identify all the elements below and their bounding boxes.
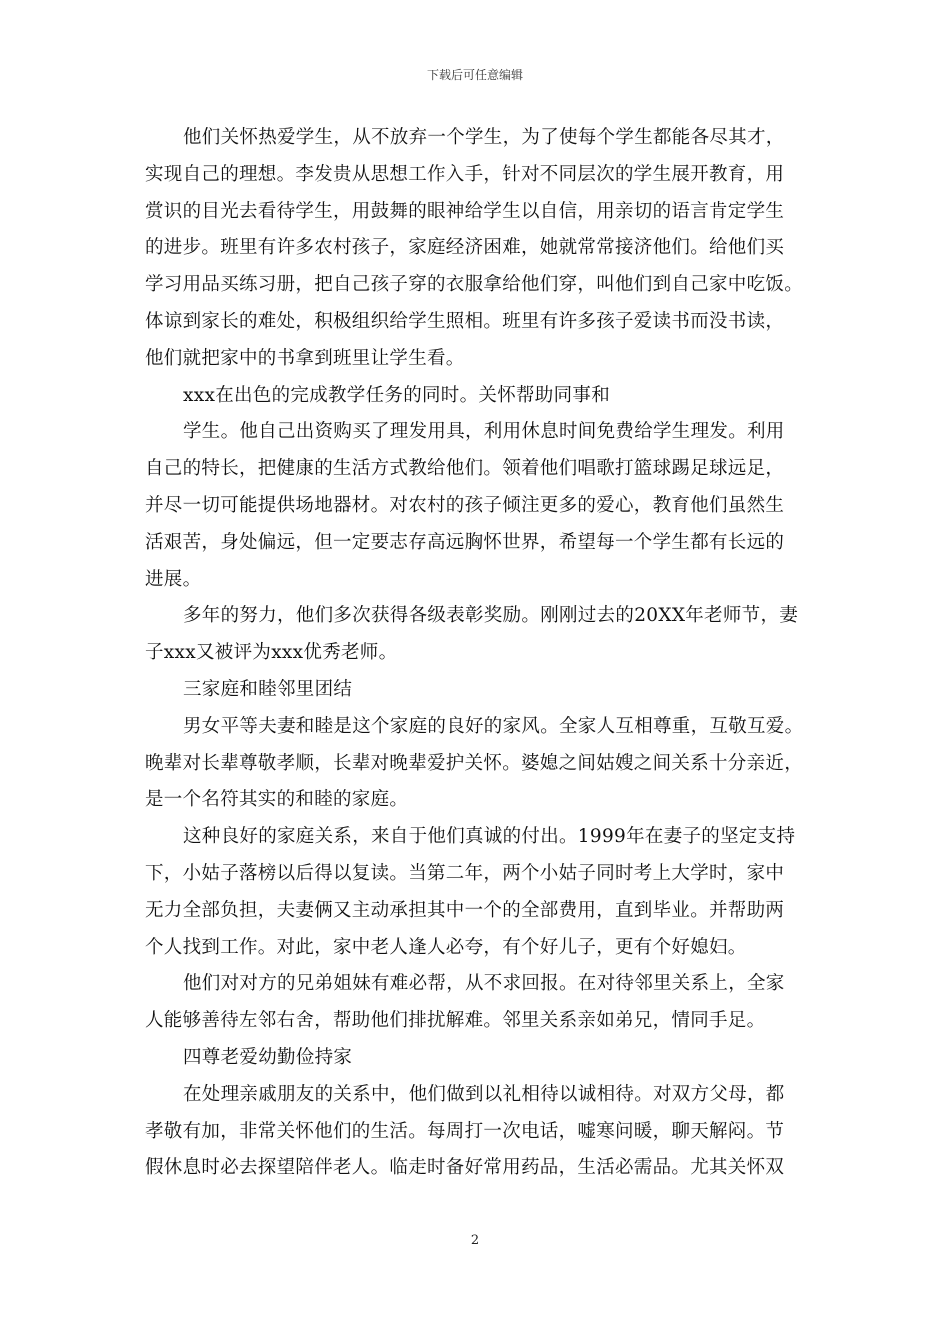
text-line: 进展。 <box>145 568 202 590</box>
text-line: 假休息时必去探望陪伴老人。临走时备好常用药品，生活必需品。尤其关怀双 <box>145 1157 785 1179</box>
text-line: 三家庭和睦邻里团结 <box>183 678 353 700</box>
text-line: 他们就把家中的书拿到班里让学生看。 <box>145 347 465 369</box>
text-line: 是一个名符其实的和睦的家庭。 <box>145 789 409 811</box>
text-line: 实现自己的理想。李发贵从思想工作入手，针对不同层次的学生展开教育，用 <box>145 163 785 185</box>
text-line: 他们关怀热爱学生，从不放弃一个学生，为了使每个学生都能各尽其才， <box>183 127 785 148</box>
text-line: 活艰苦，身处偏远，但一定要志存高远胸怀世界，希望每一个学生都有长远的 <box>145 531 785 553</box>
page-header: 下载后可任意编辑 <box>426 68 523 82</box>
text-line: 子xxx又被评为xxx优秀老师。 <box>145 642 398 664</box>
text-line: 学生。他自己出资购买了理发用具，利用休息时间免费给学生理发。利用 <box>183 421 785 443</box>
text-line: xxx在出色的完成教学任务的同时。关怀帮助同事和 <box>183 384 611 406</box>
text-line: 赏识的目光去看待学生，用鼓舞的眼神给学生以自信，用亲切的语言肯定学生 <box>145 200 785 222</box>
text-line: 晚辈对长辈尊敬孝顺，长辈对晚辈爱护关怀。婆媳之间姑嫂之间关系十分亲近， <box>145 752 804 774</box>
text-line: 体谅到家长的难处，积极组织给学生照相。班里有许多孩子爱读书而没书读， <box>145 310 785 332</box>
text-line: 自己的特长，把健康的生活方式教给他们。领着他们唱歌打篮球踢足球远足， <box>145 458 785 480</box>
text-line: 并尽一切可能提供场地器材。对农村的孩子倾注更多的爱心，教育他们虽然生 <box>145 494 785 516</box>
text-line: 四尊老爱幼勤俭持家 <box>183 1046 353 1068</box>
text-line: 无力全部负担，夫妻俩又主动承担其中一个的全部费用，直到毕业。并帮助两 <box>145 899 785 921</box>
text-line: 的进步。班里有许多农村孩子，家庭经济困难，她就常常接济他们。给他们买 <box>145 237 785 259</box>
text-line: 学习用品买练习册，把自己孩子穿的衣服拿给他们穿，叫他们到自己家中吃饭。 <box>145 274 804 296</box>
text-line: 人能够善待左邻右舍，帮助他们排扰解难。邻里关系亲如弟兄，情同手足。 <box>145 1010 766 1032</box>
text-line: 孝敬有加，非常关怀他们的生活。每周打一次电话，嘘寒问暖，聊天解闷。节 <box>145 1120 785 1142</box>
text-line: 个人找到工作。对此，家中老人逢人必夸，有个好儿子，更有个好媳妇。 <box>145 936 747 958</box>
document-body <box>145 120 810 1187</box>
page-number: 2 <box>470 1233 480 1248</box>
text-line: 他们对对方的兄弟姐妹有难必帮，从不求回报。在对待邻里关系上，全家 <box>183 973 785 995</box>
text-line: 这种良好的家庭关系，来自于他们真诚的付出。1999年在妻子的坚定支持 <box>183 826 796 848</box>
text-line: 下，小姑子落榜以后得以复读。当第二年，两个小姑子同时考上大学时，家中 <box>145 862 785 884</box>
text-line: 多年的努力，他们多次获得各级表彰奖励。刚刚过去的20XX年老师节，妻 <box>183 605 799 627</box>
text-line: 男女平等夫妻和睦是这个家庭的良好的家风。全家人互相尊重，互敬互爱。 <box>183 715 804 737</box>
text-line: 在处理亲戚朋友的关系中，他们做到以礼相待以诚相待。对双方父母，都 <box>183 1083 785 1105</box>
